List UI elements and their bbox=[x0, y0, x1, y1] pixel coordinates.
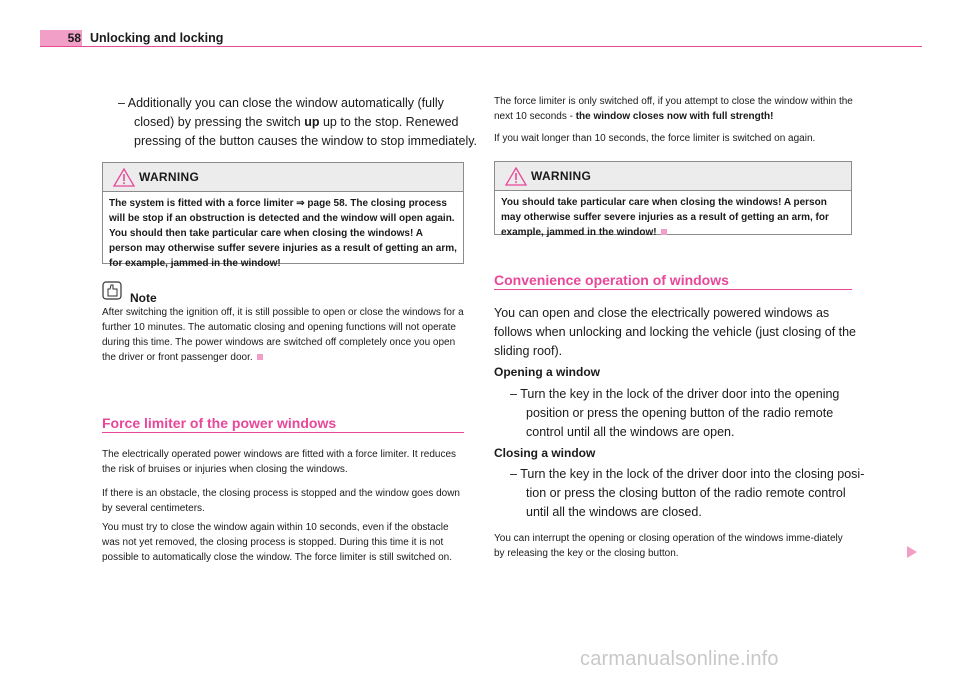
paragraph: The electrically operated power windows are fitted with a force limiter. It reduces the risk of bruises or injuries when closing the windows. bbox=[102, 449, 457, 475]
page-header-title: Unlocking and locking bbox=[90, 31, 224, 45]
note-icon bbox=[102, 281, 122, 300]
intro-step-bold: up bbox=[304, 115, 320, 129]
warning-text: The system is fitted with a force limiter ⇒ page 58. The closing process will be stop if an obstruction is detected and the window will open again. You should then take particular care when closing the windows! A person may otherwise suffer severe injuries as a result of getting an arm, for example, jammed in the window! bbox=[109, 198, 457, 269]
paragraph-bold: the window closes now with full strength! bbox=[575, 111, 774, 122]
paragraph-intro: You can open and close the electrically powered windows as follows when unlocking and locking the vehicle (just closing of the sliding roof). bbox=[494, 306, 857, 358]
page-number-text: 58 bbox=[67, 31, 81, 45]
paragraph: If you wait longer than 10 seconds, the force limiter is switched on again. bbox=[494, 133, 816, 144]
end-of-section-marker bbox=[661, 229, 667, 235]
paragraph: You must try to close the window again within 10 seconds, even if the obstacle was not yet removed, the closing process is stopped. During this time it is not possible to automatically close the window. The force limiter is still switched on. bbox=[102, 522, 452, 563]
warning-box-1 bbox=[102, 162, 464, 269]
closing-step: – Turn the key in the lock of the driver door into the closing posi-tion or press the closing button of the radio remote control until all the windows are closed. bbox=[510, 467, 865, 519]
paragraph: If there is an obstacle, the closing process is stopped and the window goes down by several centimeters. bbox=[102, 488, 460, 514]
note-label: Note bbox=[130, 291, 157, 305]
end-of-section-marker bbox=[257, 354, 263, 360]
section-rule bbox=[494, 289, 852, 290]
intro-step-rest: up to the stop. Renewed pressing of the button causes the window to stop immediately. bbox=[134, 115, 478, 148]
note-body: After switching the ignition off, it is still possible to open or close the windows for a further 10 minutes. The automatic closing and opening functions will not operate during this time. The power windows are switched off completely once you open the driver or front passenger door. bbox=[102, 307, 464, 363]
header-rule bbox=[40, 46, 922, 47]
section-rule bbox=[102, 432, 464, 433]
warning-box-2 bbox=[494, 161, 852, 238]
warning-label: WARNING bbox=[139, 170, 200, 184]
next-page-arrow-icon bbox=[906, 545, 918, 559]
intro-step-text: – Additionally you can close the window automatically (fully closed) by pressing the switch bbox=[118, 96, 444, 129]
warning-header bbox=[495, 162, 851, 191]
warning-header bbox=[103, 163, 463, 192]
section-title-convenience: Convenience operation of windows bbox=[494, 272, 729, 288]
watermark: carmanualsonline.info bbox=[580, 648, 779, 670]
note-text bbox=[102, 305, 464, 365]
warning-text bbox=[495, 191, 851, 244]
paragraph-text: The force limiter is only switched off, if you attempt to close the window within the next 10 seconds - bbox=[494, 96, 853, 122]
intro-step bbox=[118, 94, 480, 151]
paragraph-final: You can interrupt the opening or closing operation of the windows imme-diately by releasing the key or the closing button. bbox=[494, 533, 843, 559]
warning-triangle-icon bbox=[113, 168, 135, 187]
paragraph bbox=[494, 94, 854, 124]
opening-step: – Turn the key in the lock of the driver door into the opening position or press the opening button of the radio remote control until all the windows are open. bbox=[510, 387, 840, 439]
warning-body: You should take particular care when closing the windows! A person may otherwise suffer severe injuries as a result of getting an arm, for example, jammed in the window! bbox=[501, 197, 829, 238]
warning-triangle-icon bbox=[505, 167, 527, 186]
section-title-force-limiter: Force limiter of the power windows bbox=[102, 415, 337, 431]
warning-label: WARNING bbox=[531, 169, 592, 183]
subheading-closing: Closing a window bbox=[494, 446, 596, 460]
page-number bbox=[40, 30, 82, 47]
subheading-opening: Opening a window bbox=[494, 365, 600, 379]
